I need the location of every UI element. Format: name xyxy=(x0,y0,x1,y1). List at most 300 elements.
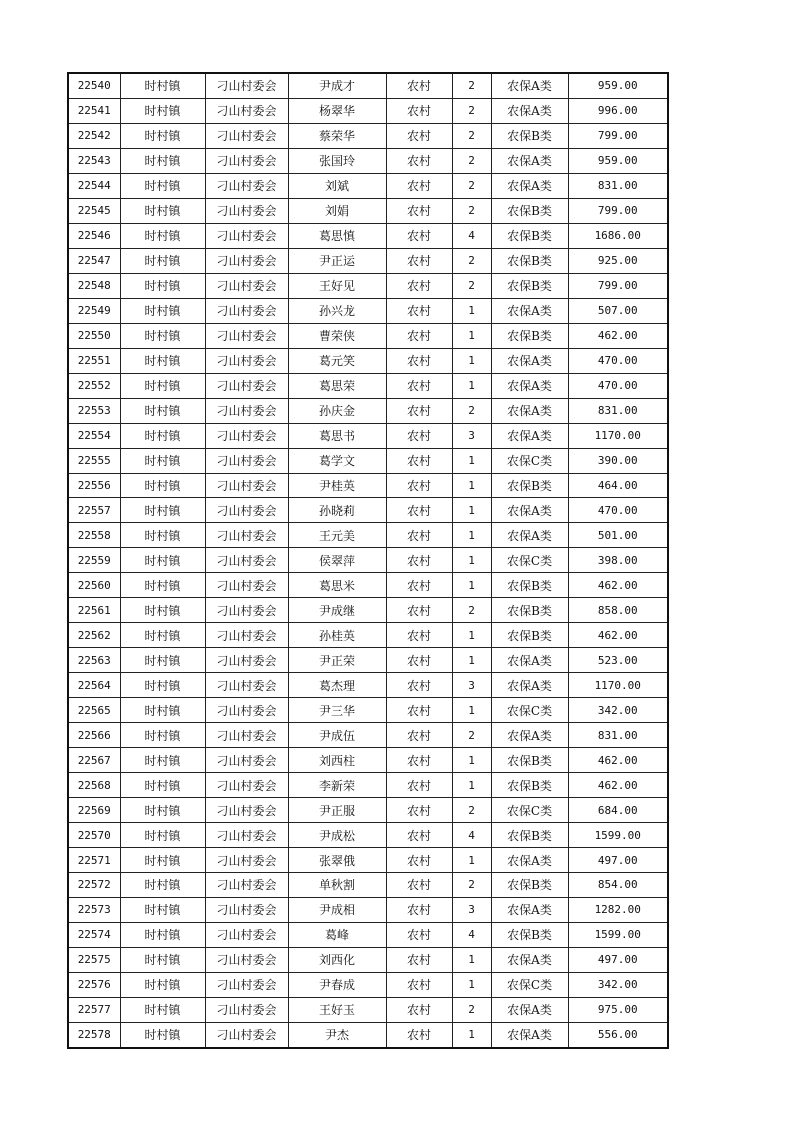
record-id-cell: 22559 xyxy=(68,548,120,573)
village-committee-cell: 刁山村委会 xyxy=(205,373,288,398)
member-count-cell: 3 xyxy=(452,423,491,448)
member-count-cell: 1 xyxy=(452,1022,491,1047)
insurance-category-cell: 农保C类 xyxy=(491,798,568,823)
table-row xyxy=(68,423,668,448)
household-type-cell: 农村 xyxy=(386,98,452,123)
household-type-cell: 农村 xyxy=(386,123,452,148)
record-id-cell: 22561 xyxy=(68,598,120,623)
member-count-cell: 3 xyxy=(452,673,491,698)
amount-cell: 831.00 xyxy=(568,173,668,198)
record-id-cell: 22564 xyxy=(68,673,120,698)
insurance-category-cell: 农保B类 xyxy=(491,773,568,798)
table-row xyxy=(68,598,668,623)
insurance-category-cell: 农保C类 xyxy=(491,698,568,723)
record-id-cell: 22575 xyxy=(68,947,120,972)
household-type-cell: 农村 xyxy=(386,298,452,323)
record-id-cell: 22553 xyxy=(68,398,120,423)
household-type-cell: 农村 xyxy=(386,748,452,773)
member-count-cell: 1 xyxy=(452,498,491,523)
record-id-cell: 22569 xyxy=(68,798,120,823)
amount-cell: 390.00 xyxy=(568,448,668,473)
table-row xyxy=(68,623,668,648)
village-committee-cell: 刁山村委会 xyxy=(205,723,288,748)
household-type-cell: 农村 xyxy=(386,448,452,473)
record-id-cell: 22562 xyxy=(68,623,120,648)
town-cell: 时村镇 xyxy=(120,298,205,323)
household-type-cell: 农村 xyxy=(386,1022,452,1047)
village-committee-cell: 刁山村委会 xyxy=(205,947,288,972)
person-name-cell: 尹成才 xyxy=(288,73,386,98)
person-name-cell: 王好玉 xyxy=(288,997,386,1022)
village-committee-cell: 刁山村委会 xyxy=(205,173,288,198)
household-type-cell: 农村 xyxy=(386,798,452,823)
village-committee-cell: 刁山村委会 xyxy=(205,473,288,498)
amount-cell: 462.00 xyxy=(568,573,668,598)
member-count-cell: 4 xyxy=(452,223,491,248)
household-type-cell: 农村 xyxy=(386,523,452,548)
amount-cell: 1170.00 xyxy=(568,423,668,448)
record-id-cell: 22550 xyxy=(68,323,120,348)
person-name-cell: 尹成相 xyxy=(288,897,386,922)
insurance-category-cell: 农保A类 xyxy=(491,298,568,323)
amount-cell: 1599.00 xyxy=(568,922,668,947)
town-cell: 时村镇 xyxy=(120,773,205,798)
town-cell: 时村镇 xyxy=(120,947,205,972)
insurance-category-cell: 农保B类 xyxy=(491,323,568,348)
person-name-cell: 张翠俄 xyxy=(288,848,386,873)
table-row xyxy=(68,248,668,273)
table-row xyxy=(68,523,668,548)
record-id-cell: 22571 xyxy=(68,848,120,873)
household-type-cell: 农村 xyxy=(386,273,452,298)
record-id-cell: 22542 xyxy=(68,123,120,148)
household-type-cell: 农村 xyxy=(386,148,452,173)
person-name-cell: 葛思荣 xyxy=(288,373,386,398)
town-cell: 时村镇 xyxy=(120,323,205,348)
household-type-cell: 农村 xyxy=(386,698,452,723)
record-id-cell: 22574 xyxy=(68,922,120,947)
village-committee-cell: 刁山村委会 xyxy=(205,548,288,573)
town-cell: 时村镇 xyxy=(120,148,205,173)
record-id-cell: 22543 xyxy=(68,148,120,173)
record-id-cell: 22558 xyxy=(68,523,120,548)
amount-cell: 523.00 xyxy=(568,648,668,673)
table-row xyxy=(68,498,668,523)
person-name-cell: 葛思慎 xyxy=(288,223,386,248)
person-name-cell: 刘娟 xyxy=(288,198,386,223)
record-id-cell: 22552 xyxy=(68,373,120,398)
table-row xyxy=(68,448,668,473)
insurance-category-cell: 农保B类 xyxy=(491,123,568,148)
town-cell: 时村镇 xyxy=(120,73,205,98)
amount-cell: 464.00 xyxy=(568,473,668,498)
village-committee-cell: 刁山村委会 xyxy=(205,448,288,473)
table-row xyxy=(68,823,668,848)
town-cell: 时村镇 xyxy=(120,198,205,223)
member-count-cell: 2 xyxy=(452,873,491,898)
insurance-category-cell: 农保A类 xyxy=(491,648,568,673)
person-name-cell: 尹成松 xyxy=(288,823,386,848)
household-type-cell: 农村 xyxy=(386,323,452,348)
insurance-category-cell: 农保A类 xyxy=(491,398,568,423)
person-name-cell: 尹成继 xyxy=(288,598,386,623)
amount-cell: 470.00 xyxy=(568,348,668,373)
village-committee-cell: 刁山村委会 xyxy=(205,398,288,423)
table-row xyxy=(68,997,668,1022)
village-committee-cell: 刁山村委会 xyxy=(205,698,288,723)
person-name-cell: 杨翠华 xyxy=(288,98,386,123)
village-committee-cell: 刁山村委会 xyxy=(205,848,288,873)
person-name-cell: 尹杰 xyxy=(288,1022,386,1047)
town-cell: 时村镇 xyxy=(120,173,205,198)
insurance-category-cell: 农保B类 xyxy=(491,573,568,598)
village-committee-cell: 刁山村委会 xyxy=(205,773,288,798)
member-count-cell: 2 xyxy=(452,723,491,748)
amount-cell: 497.00 xyxy=(568,947,668,972)
amount-cell: 831.00 xyxy=(568,398,668,423)
household-type-cell: 农村 xyxy=(386,848,452,873)
person-name-cell: 孙庆金 xyxy=(288,398,386,423)
amount-cell: 1282.00 xyxy=(568,897,668,922)
insurance-category-cell: 农保B类 xyxy=(491,823,568,848)
town-cell: 时村镇 xyxy=(120,823,205,848)
person-name-cell: 孙兴龙 xyxy=(288,298,386,323)
insurance-category-cell: 农保C类 xyxy=(491,972,568,997)
town-cell: 时村镇 xyxy=(120,498,205,523)
member-count-cell: 2 xyxy=(452,123,491,148)
table-row xyxy=(68,323,668,348)
village-committee-cell: 刁山村委会 xyxy=(205,1022,288,1047)
town-cell: 时村镇 xyxy=(120,798,205,823)
town-cell: 时村镇 xyxy=(120,248,205,273)
record-id-cell: 22578 xyxy=(68,1022,120,1047)
household-type-cell: 农村 xyxy=(386,198,452,223)
person-name-cell: 刘西柱 xyxy=(288,748,386,773)
amount-cell: 925.00 xyxy=(568,248,668,273)
member-count-cell: 2 xyxy=(452,997,491,1022)
record-id-cell: 22568 xyxy=(68,773,120,798)
insurance-category-cell: 农保B类 xyxy=(491,598,568,623)
person-name-cell: 葛杰理 xyxy=(288,673,386,698)
insurance-category-cell: 农保A类 xyxy=(491,848,568,873)
village-committee-cell: 刁山村委会 xyxy=(205,897,288,922)
person-name-cell: 李新荣 xyxy=(288,773,386,798)
record-id-cell: 22549 xyxy=(68,298,120,323)
household-type-cell: 农村 xyxy=(386,223,452,248)
table-row xyxy=(68,223,668,248)
table-row xyxy=(68,173,668,198)
record-id-cell: 22546 xyxy=(68,223,120,248)
household-type-cell: 农村 xyxy=(386,423,452,448)
table-row xyxy=(68,298,668,323)
household-type-cell: 农村 xyxy=(386,498,452,523)
record-id-cell: 22570 xyxy=(68,823,120,848)
village-committee-cell: 刁山村委会 xyxy=(205,997,288,1022)
amount-cell: 462.00 xyxy=(568,323,668,348)
village-committee-cell: 刁山村委会 xyxy=(205,523,288,548)
amount-cell: 470.00 xyxy=(568,498,668,523)
table-row xyxy=(68,573,668,598)
insurance-category-cell: 农保C类 xyxy=(491,448,568,473)
data-table xyxy=(67,72,669,1049)
insurance-category-cell: 农保A类 xyxy=(491,897,568,922)
town-cell: 时村镇 xyxy=(120,623,205,648)
person-name-cell: 刘斌 xyxy=(288,173,386,198)
household-type-cell: 农村 xyxy=(386,873,452,898)
town-cell: 时村镇 xyxy=(120,972,205,997)
town-cell: 时村镇 xyxy=(120,723,205,748)
amount-cell: 684.00 xyxy=(568,798,668,823)
table-row xyxy=(68,798,668,823)
household-type-cell: 农村 xyxy=(386,623,452,648)
table-row xyxy=(68,748,668,773)
table-row xyxy=(68,548,668,573)
record-id-cell: 22560 xyxy=(68,573,120,598)
member-count-cell: 1 xyxy=(452,648,491,673)
member-count-cell: 1 xyxy=(452,698,491,723)
insurance-category-cell: 农保A类 xyxy=(491,348,568,373)
insurance-category-cell: 农保A类 xyxy=(491,498,568,523)
table-row xyxy=(68,98,668,123)
person-name-cell: 王好见 xyxy=(288,273,386,298)
table-row xyxy=(68,373,668,398)
town-cell: 时村镇 xyxy=(120,748,205,773)
amount-cell: 556.00 xyxy=(568,1022,668,1047)
table-row xyxy=(68,473,668,498)
person-name-cell: 王元美 xyxy=(288,523,386,548)
record-id-cell: 22545 xyxy=(68,198,120,223)
record-id-cell: 22555 xyxy=(68,448,120,473)
person-name-cell: 孙晓莉 xyxy=(288,498,386,523)
town-cell: 时村镇 xyxy=(120,648,205,673)
village-committee-cell: 刁山村委会 xyxy=(205,298,288,323)
town-cell: 时村镇 xyxy=(120,98,205,123)
insurance-category-cell: 农保B类 xyxy=(491,273,568,298)
household-type-cell: 农村 xyxy=(386,997,452,1022)
table-row xyxy=(68,273,668,298)
person-name-cell: 侯翠萍 xyxy=(288,548,386,573)
village-committee-cell: 刁山村委会 xyxy=(205,573,288,598)
record-id-cell: 22556 xyxy=(68,473,120,498)
household-type-cell: 农村 xyxy=(386,673,452,698)
insurance-category-cell: 农保A类 xyxy=(491,373,568,398)
person-name-cell: 葛思米 xyxy=(288,573,386,598)
town-cell: 时村镇 xyxy=(120,523,205,548)
town-cell: 时村镇 xyxy=(120,873,205,898)
table-row xyxy=(68,848,668,873)
town-cell: 时村镇 xyxy=(120,848,205,873)
insurance-category-cell: 农保B类 xyxy=(491,623,568,648)
table-row xyxy=(68,972,668,997)
person-name-cell: 尹正服 xyxy=(288,798,386,823)
village-committee-cell: 刁山村委会 xyxy=(205,248,288,273)
insurance-category-cell: 农保A类 xyxy=(491,1022,568,1047)
village-committee-cell: 刁山村委会 xyxy=(205,273,288,298)
member-count-cell: 2 xyxy=(452,798,491,823)
member-count-cell: 1 xyxy=(452,373,491,398)
person-name-cell: 葛峰 xyxy=(288,922,386,947)
member-count-cell: 1 xyxy=(452,947,491,972)
village-committee-cell: 刁山村委会 xyxy=(205,148,288,173)
table-row xyxy=(68,648,668,673)
record-id-cell: 22554 xyxy=(68,423,120,448)
person-name-cell: 尹三华 xyxy=(288,698,386,723)
table-row xyxy=(68,873,668,898)
town-cell: 时村镇 xyxy=(120,698,205,723)
member-count-cell: 2 xyxy=(452,248,491,273)
town-cell: 时村镇 xyxy=(120,473,205,498)
member-count-cell: 2 xyxy=(452,273,491,298)
town-cell: 时村镇 xyxy=(120,673,205,698)
table-body xyxy=(68,73,668,1048)
village-committee-cell: 刁山村委会 xyxy=(205,823,288,848)
record-id-cell: 22567 xyxy=(68,748,120,773)
person-name-cell: 单秋割 xyxy=(288,873,386,898)
table-row xyxy=(68,73,668,98)
table-row xyxy=(68,398,668,423)
village-committee-cell: 刁山村委会 xyxy=(205,972,288,997)
insurance-category-cell: 农保B类 xyxy=(491,248,568,273)
insurance-category-cell: 农保A类 xyxy=(491,673,568,698)
town-cell: 时村镇 xyxy=(120,273,205,298)
town-cell: 时村镇 xyxy=(120,348,205,373)
member-count-cell: 1 xyxy=(452,748,491,773)
insurance-category-cell: 农保B类 xyxy=(491,748,568,773)
amount-cell: 497.00 xyxy=(568,848,668,873)
amount-cell: 1170.00 xyxy=(568,673,668,698)
person-name-cell: 张国玲 xyxy=(288,148,386,173)
person-name-cell: 葛学文 xyxy=(288,448,386,473)
insurance-category-cell: 农保A类 xyxy=(491,73,568,98)
household-type-cell: 农村 xyxy=(386,922,452,947)
person-name-cell: 葛思书 xyxy=(288,423,386,448)
household-type-cell: 农村 xyxy=(386,648,452,673)
town-cell: 时村镇 xyxy=(120,1022,205,1047)
table-row xyxy=(68,148,668,173)
household-type-cell: 农村 xyxy=(386,73,452,98)
village-committee-cell: 刁山村委会 xyxy=(205,798,288,823)
village-committee-cell: 刁山村委会 xyxy=(205,748,288,773)
village-committee-cell: 刁山村委会 xyxy=(205,198,288,223)
household-type-cell: 农村 xyxy=(386,373,452,398)
household-type-cell: 农村 xyxy=(386,348,452,373)
insurance-category-cell: 农保A类 xyxy=(491,723,568,748)
member-count-cell: 2 xyxy=(452,198,491,223)
record-id-cell: 22557 xyxy=(68,498,120,523)
member-count-cell: 1 xyxy=(452,548,491,573)
member-count-cell: 4 xyxy=(452,922,491,947)
table-row xyxy=(68,348,668,373)
village-committee-cell: 刁山村委会 xyxy=(205,348,288,373)
insurance-category-cell: 农保A类 xyxy=(491,173,568,198)
village-committee-cell: 刁山村委会 xyxy=(205,673,288,698)
member-count-cell: 1 xyxy=(452,623,491,648)
person-name-cell: 尹春成 xyxy=(288,972,386,997)
member-count-cell: 4 xyxy=(452,823,491,848)
table-row xyxy=(68,723,668,748)
household-type-cell: 农村 xyxy=(386,473,452,498)
amount-cell: 462.00 xyxy=(568,623,668,648)
town-cell: 时村镇 xyxy=(120,573,205,598)
household-type-cell: 农村 xyxy=(386,548,452,573)
insurance-category-cell: 农保B类 xyxy=(491,873,568,898)
village-committee-cell: 刁山村委会 xyxy=(205,873,288,898)
table-row xyxy=(68,673,668,698)
household-type-cell: 农村 xyxy=(386,897,452,922)
person-name-cell: 孙桂英 xyxy=(288,623,386,648)
town-cell: 时村镇 xyxy=(120,897,205,922)
member-count-cell: 2 xyxy=(452,148,491,173)
household-type-cell: 农村 xyxy=(386,823,452,848)
table-row xyxy=(68,947,668,972)
record-id-cell: 22540 xyxy=(68,73,120,98)
person-name-cell: 曹荣侠 xyxy=(288,323,386,348)
record-id-cell: 22577 xyxy=(68,997,120,1022)
member-count-cell: 2 xyxy=(452,398,491,423)
insurance-category-cell: 农保A类 xyxy=(491,523,568,548)
town-cell: 时村镇 xyxy=(120,123,205,148)
table-row xyxy=(68,773,668,798)
amount-cell: 799.00 xyxy=(568,273,668,298)
amount-cell: 462.00 xyxy=(568,748,668,773)
amount-cell: 854.00 xyxy=(568,873,668,898)
person-name-cell: 尹成伍 xyxy=(288,723,386,748)
record-id-cell: 22544 xyxy=(68,173,120,198)
record-id-cell: 22573 xyxy=(68,897,120,922)
table-row xyxy=(68,698,668,723)
member-count-cell: 1 xyxy=(452,323,491,348)
household-type-cell: 农村 xyxy=(386,947,452,972)
village-committee-cell: 刁山村委会 xyxy=(205,423,288,448)
member-count-cell: 1 xyxy=(452,298,491,323)
household-type-cell: 农村 xyxy=(386,573,452,598)
amount-cell: 470.00 xyxy=(568,373,668,398)
member-count-cell: 1 xyxy=(452,972,491,997)
member-count-cell: 1 xyxy=(452,773,491,798)
amount-cell: 501.00 xyxy=(568,523,668,548)
record-id-cell: 22563 xyxy=(68,648,120,673)
amount-cell: 1599.00 xyxy=(568,823,668,848)
amount-cell: 507.00 xyxy=(568,298,668,323)
person-name-cell: 蔡荣华 xyxy=(288,123,386,148)
town-cell: 时村镇 xyxy=(120,598,205,623)
member-count-cell: 1 xyxy=(452,573,491,598)
member-count-cell: 1 xyxy=(452,348,491,373)
village-committee-cell: 刁山村委会 xyxy=(205,922,288,947)
insurance-category-cell: 农保C类 xyxy=(491,548,568,573)
insurance-category-cell: 农保B类 xyxy=(491,922,568,947)
record-id-cell: 22566 xyxy=(68,723,120,748)
amount-cell: 799.00 xyxy=(568,123,668,148)
amount-cell: 462.00 xyxy=(568,773,668,798)
village-committee-cell: 刁山村委会 xyxy=(205,598,288,623)
amount-cell: 799.00 xyxy=(568,198,668,223)
record-id-cell: 22548 xyxy=(68,273,120,298)
household-type-cell: 农村 xyxy=(386,248,452,273)
table-row xyxy=(68,897,668,922)
amount-cell: 959.00 xyxy=(568,148,668,173)
record-id-cell: 22565 xyxy=(68,698,120,723)
table-row xyxy=(68,922,668,947)
town-cell: 时村镇 xyxy=(120,548,205,573)
village-committee-cell: 刁山村委会 xyxy=(205,123,288,148)
amount-cell: 959.00 xyxy=(568,73,668,98)
village-committee-cell: 刁山村委会 xyxy=(205,323,288,348)
town-cell: 时村镇 xyxy=(120,997,205,1022)
amount-cell: 831.00 xyxy=(568,723,668,748)
town-cell: 时村镇 xyxy=(120,922,205,947)
record-id-cell: 22551 xyxy=(68,348,120,373)
